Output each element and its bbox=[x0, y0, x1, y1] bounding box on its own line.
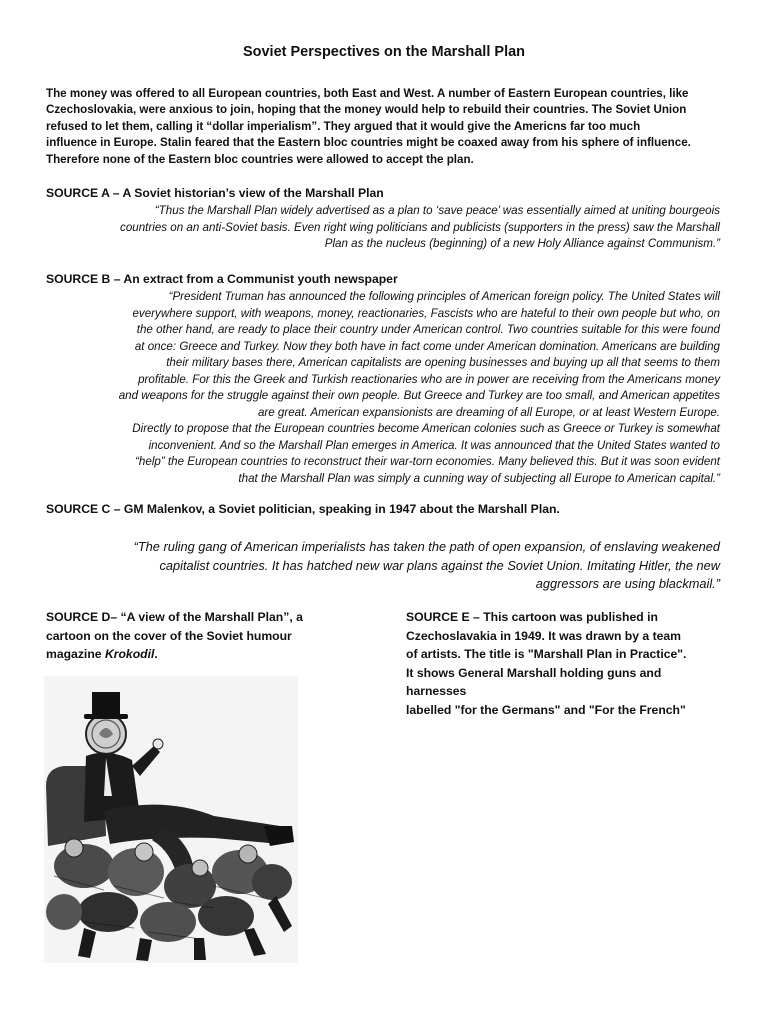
caption-line: Czechoslavakia in 1949. It was drawn by a team bbox=[406, 628, 682, 643]
quote-line: aggressors are using blackmail.” bbox=[535, 576, 720, 592]
quote-line: “President Truman has announced the following principles of American foreign policy. The United States will bbox=[168, 290, 720, 303]
intro-paragraph bbox=[46, 86, 722, 168]
source-c-quote bbox=[44, 538, 720, 594]
quote-line: their military bases there, American capitalists are opening businesses and buying up all that seems to them bbox=[166, 356, 720, 369]
source-c-heading: SOURCE C – GM Malenkov, a Soviet politician, speaking in 1947 about the Marshall Plan. bbox=[46, 502, 560, 516]
caption-line: harnesses bbox=[406, 684, 467, 699]
intro-line: influence in Europe. Stalin feared that the Eastern bloc countries might be coaxed away from his sphere of influence. bbox=[46, 136, 691, 150]
quote-line: the other hand, are ready to place their country under American control. Two countries suitable for this were found bbox=[136, 323, 720, 336]
intro-line: Czechoslovakia, were anxious to join, hoping that the money would help to rebuild their countries. The Soviet Union bbox=[46, 103, 687, 117]
caption-line: SOURCE E – This cartoon was published in bbox=[406, 610, 658, 624]
quote-line: are great. American expansionists are dreaming of all Europe, or at least Western Europe. bbox=[257, 405, 720, 419]
caption-line: SOURCE D– “A view of the Marshall Plan”, a bbox=[46, 610, 303, 624]
source-b-quote bbox=[44, 289, 720, 487]
quote-line: Directly to propose that the European countries become American colonies such as Greece or Turkey is somewhat bbox=[132, 422, 720, 435]
intro-line: The money was offered to all European countries, both East and West. A number of Eastern European countries, like bbox=[46, 87, 689, 100]
caption-text: magazine bbox=[46, 647, 105, 662]
quote-line: inconvenient. And so the Marshall Plan emerges in America. It was announced that the United States wanted to bbox=[148, 438, 720, 452]
source-a-heading: SOURCE A – A Soviet historian’s view of the Marshall Plan bbox=[46, 186, 384, 200]
quote-line: “Thus the Marshall Plan widely advertised as a plan to ‘save peace’ was essentially aimed at uniting bourgeois bbox=[154, 204, 720, 217]
quote-line: capitalist countries. It has hatched new war plans against the Soviet Union. Imitating Hitler, the new bbox=[159, 557, 720, 573]
quote-line: countries on an anti-Soviet basis. Even right wing politicians and publicists (supporters in the press) saw the Marshall bbox=[120, 220, 720, 234]
source-b-heading: SOURCE B – An extract from a Communist youth newspaper bbox=[46, 272, 398, 286]
magazine-name: Krokodil bbox=[104, 647, 155, 662]
quote-line: that the Marshall Plan was simply a cunning way of subjecting all Europe to American capital.” bbox=[238, 471, 720, 485]
caption-line: labelled "for the Germans" and "For the French" bbox=[406, 702, 686, 717]
page-title: Soviet Perspectives on the Marshall Plan bbox=[242, 44, 526, 60]
source-e-caption bbox=[406, 608, 736, 720]
quote-line: profitable. For this the Greek and Turkish reactionaries who are in power are receiving from the Americans money bbox=[138, 372, 720, 386]
quote-line: “help” the European countries to reconstruct their war-torn economies. Many believed this. But it was soon evident bbox=[135, 455, 720, 468]
intro-line: Therefore none of the Eastern bloc countries were allowed to accept the plan. bbox=[46, 152, 474, 166]
quote-line: Plan as the nucleus (beginning) of a new Holy Alliance against Communism.” bbox=[324, 237, 720, 250]
caption-line: cartoon on the cover of the Soviet humour bbox=[46, 628, 292, 643]
quote-line: at once: Greece and Turkey. Now they both have in fact come under American domination. Americans are building bbox=[134, 339, 720, 353]
cartoon-drawing bbox=[44, 676, 298, 963]
krokodil-cartoon-image bbox=[44, 676, 298, 963]
caption-text: . bbox=[154, 647, 158, 662]
caption-line: of artists. The title is "Marshall Plan in Practice". bbox=[406, 647, 687, 662]
quote-line: “The ruling gang of American imperialists has taken the path of open expansion, of enslaving weakened bbox=[133, 539, 720, 554]
intro-line: refused to let them, calling it “dollar imperialism”. They argued that it would give the Americns far too much bbox=[46, 119, 641, 133]
quote-line: everywhere support, with weapons, money, reactionaries, Fascists who are hateful to their own people but who, on bbox=[132, 306, 720, 320]
source-a-quote bbox=[44, 203, 720, 253]
caption-line bbox=[46, 645, 376, 664]
caption-line: It shows General Marshall holding guns and bbox=[406, 665, 662, 680]
quote-line: and weapons for the struggle against their own people. But Greece and Turkey are too small, and American appetites bbox=[118, 389, 720, 402]
source-d-caption bbox=[46, 608, 376, 664]
